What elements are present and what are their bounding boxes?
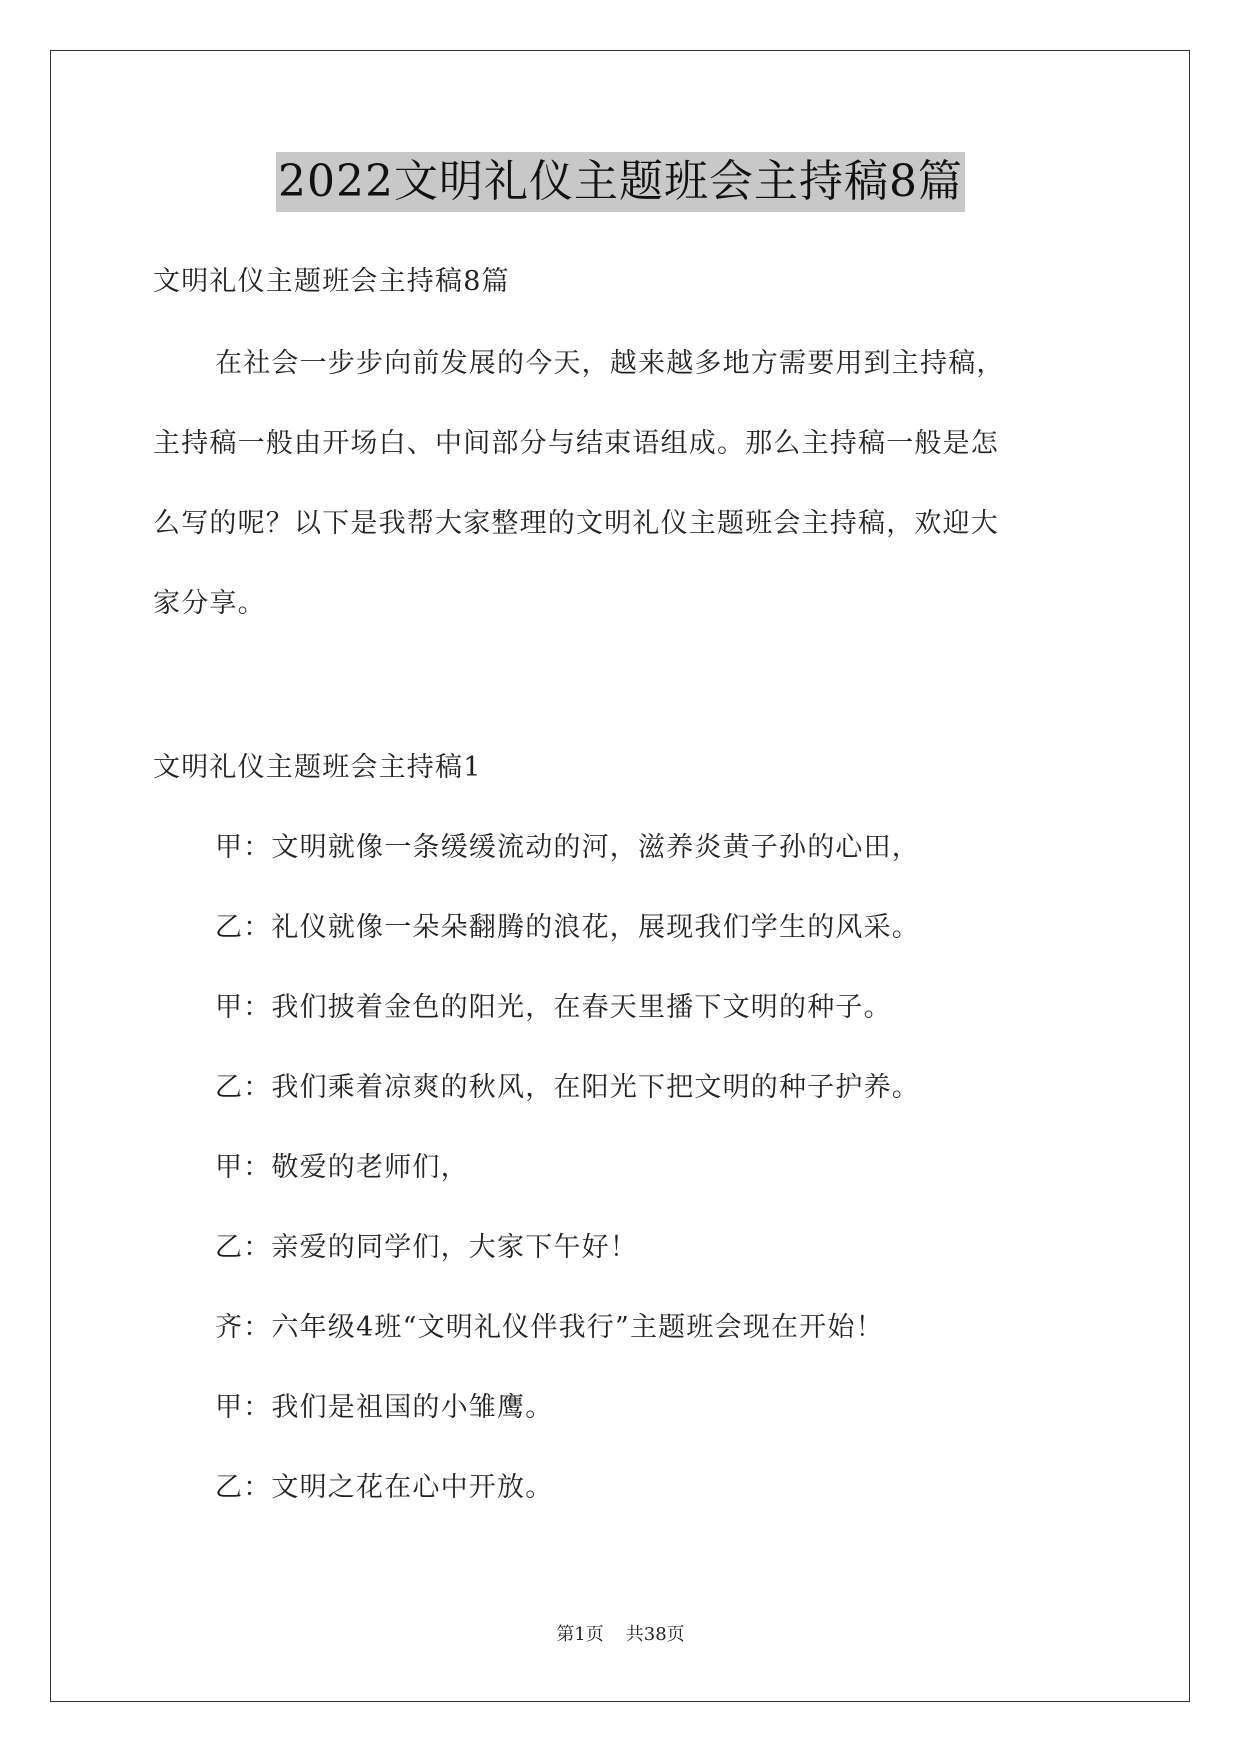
page-footer bbox=[0, 1620, 1241, 1646]
document-title-text: 2022文明礼仪主题班会主持稿8篇 bbox=[276, 152, 965, 212]
intro-line-2: 主持稿一般由开场白、中间部分与结束语组成。那么主持稿一般是怎 bbox=[153, 428, 999, 459]
document-title bbox=[0, 152, 1241, 212]
page-total: 共38页 bbox=[625, 1624, 685, 1645]
page-number: 第1页 bbox=[556, 1624, 604, 1645]
dialogue-line-4: 乙：我们乘着凉爽的秋风，在阳光下把文明的种子护养。 bbox=[215, 1072, 920, 1103]
dialogue-line-6: 乙：亲爱的同学们，大家下午好！ bbox=[215, 1232, 638, 1263]
dialogue-line-9: 乙：文明之花在心中开放。 bbox=[215, 1472, 554, 1503]
document-subtitle: 文明礼仪主题班会主持稿8篇 bbox=[153, 266, 510, 297]
dialogue-line-8: 甲：我们是祖国的小雏鹰。 bbox=[215, 1392, 554, 1423]
dialogue-line-3: 甲：我们披着金色的阳光，在春天里播下文明的种子。 bbox=[215, 992, 892, 1023]
intro-line-3: 么写的呢？以下是我帮大家整理的文明礼仪主题班会主持稿，欢迎大 bbox=[153, 508, 999, 539]
dialogue-line-2: 乙：礼仪就像一朵朵翻腾的浪花，展现我们学生的风采。 bbox=[215, 912, 920, 943]
dialogue-line-5: 甲：敬爱的老师们， bbox=[215, 1152, 469, 1183]
dialogue-line-7: 齐：六年级4班“文明礼仪伴我行”主题班会现在开始！ bbox=[215, 1312, 884, 1343]
intro-line-4: 家分享。 bbox=[153, 588, 266, 619]
section-heading: 文明礼仪主题班会主持稿1 bbox=[153, 752, 482, 783]
intro-line-1: 在社会一步步向前发展的今天，越来越多地方需要用到主持稿， bbox=[215, 348, 1005, 379]
dialogue-line-1: 甲：文明就像一条缓缓流动的河，滋养炎黄子孙的心田， bbox=[215, 832, 920, 863]
